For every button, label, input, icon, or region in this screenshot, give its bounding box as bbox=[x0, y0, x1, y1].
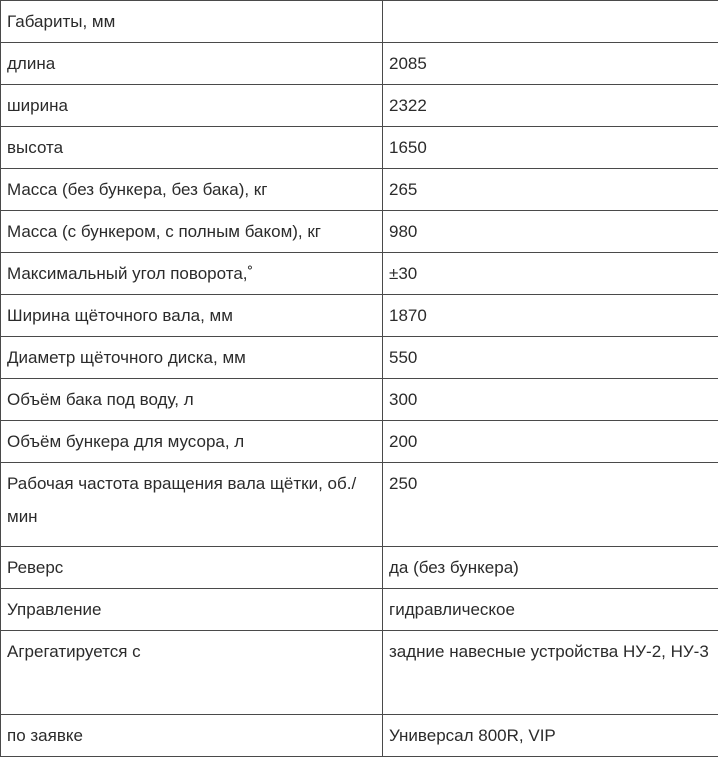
spec-value: 2085 bbox=[383, 43, 718, 85]
spec-label: Объём бункера для мусора, л bbox=[1, 421, 383, 463]
table-row bbox=[1, 295, 718, 337]
table-row bbox=[1, 589, 718, 631]
spec-label: Диаметр щёточного диска, мм bbox=[1, 337, 383, 379]
spec-label: Управление bbox=[1, 589, 383, 631]
spec-value: 2322 bbox=[383, 85, 718, 127]
spec-value: задние навесные устройства НУ-2, НУ-3 bbox=[383, 631, 718, 715]
spec-label: длина bbox=[1, 43, 383, 85]
spec-label: высота bbox=[1, 127, 383, 169]
spec-label: Агрегатируется с bbox=[1, 631, 383, 715]
table-row bbox=[1, 169, 718, 211]
table-row bbox=[1, 253, 718, 295]
table-row bbox=[1, 337, 718, 379]
table-row bbox=[1, 547, 718, 589]
spec-label: Объём бака под воду, л bbox=[1, 379, 383, 421]
spec-value: 200 bbox=[383, 421, 718, 463]
spec-value: 1870 bbox=[383, 295, 718, 337]
table-row bbox=[1, 127, 718, 169]
spec-label: Габариты, мм bbox=[1, 1, 383, 43]
spec-label: ширина bbox=[1, 85, 383, 127]
spec-label: Масса (без бункера, без бака), кг bbox=[1, 169, 383, 211]
spec-value: 265 bbox=[383, 169, 718, 211]
table-row bbox=[1, 1, 718, 43]
spec-value: 300 bbox=[383, 379, 718, 421]
spec-label: Ширина щёточного вала, мм bbox=[1, 295, 383, 337]
specifications-table-body bbox=[1, 1, 718, 757]
table-row bbox=[1, 379, 718, 421]
table-row bbox=[1, 43, 718, 85]
spec-value: Универсал 800R, VIP bbox=[383, 715, 718, 757]
spec-value: 1650 bbox=[383, 127, 718, 169]
table-row bbox=[1, 421, 718, 463]
table-row bbox=[1, 211, 718, 253]
spec-value: 250 bbox=[383, 463, 718, 547]
table-row bbox=[1, 85, 718, 127]
table-row bbox=[1, 463, 718, 547]
spec-label: Реверс bbox=[1, 547, 383, 589]
spec-label: Максимальный угол поворота,˚ bbox=[1, 253, 383, 295]
spec-value: 550 bbox=[383, 337, 718, 379]
spec-label: по заявке bbox=[1, 715, 383, 757]
spec-value: гидравлическое bbox=[383, 589, 718, 631]
spec-value: ±30 bbox=[383, 253, 718, 295]
spec-label: Масса (с бункером, с полным баком), кг bbox=[1, 211, 383, 253]
table-row bbox=[1, 631, 718, 715]
spec-value bbox=[383, 1, 718, 43]
table-row bbox=[1, 715, 718, 757]
spec-value: 980 bbox=[383, 211, 718, 253]
spec-value: да (без бункера) bbox=[383, 547, 718, 589]
spec-label: Рабочая частота вращения вала щётки, об./мин bbox=[1, 463, 383, 547]
